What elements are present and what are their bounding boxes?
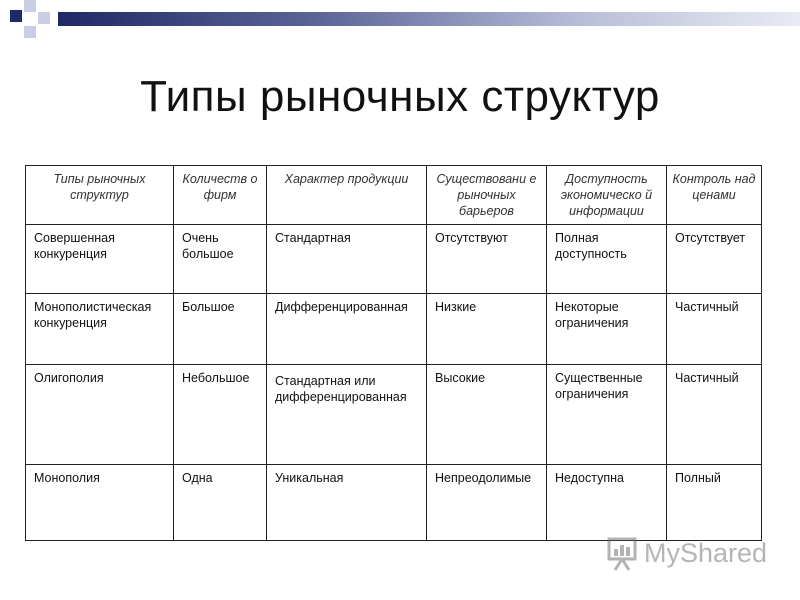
table-cell: Одна [174, 465, 267, 541]
watermark [606, 536, 786, 576]
table-header-cell: Существовани е рыночных барьеров [427, 166, 547, 225]
table-row [26, 465, 762, 541]
table-cell: Существенные ограничения [547, 365, 667, 465]
table-cell: Непреодолимые [427, 465, 547, 541]
table-cell: Полный [667, 465, 762, 541]
table-cell: Монополистическая конкуренция [26, 294, 174, 365]
table-header-cell: Типы рыночных структур [26, 166, 174, 225]
presentation-board-icon [606, 536, 640, 572]
table-cell: Небольшое [174, 365, 267, 465]
table-header-cell: Доступность экономическо й информации [547, 166, 667, 225]
table-header-row [26, 166, 762, 225]
table-cell: Очень большое [174, 225, 267, 294]
table-cell: Стандартная или дифференцированная [267, 365, 427, 465]
slide-title: Типы рыночных структур [140, 72, 660, 121]
decoration-gradient-bar [58, 12, 800, 26]
decoration-square-icon [24, 26, 36, 38]
decoration-square-icon [10, 10, 22, 22]
table-header-cell: Характер продукции [267, 166, 427, 225]
table-row [26, 225, 762, 294]
table-header-cell: Количеств о фирм [174, 166, 267, 225]
watermark-text: MyShared [644, 538, 768, 568]
table-cell: Недоступна [547, 465, 667, 541]
table-header-cell: Контроль над ценами [667, 166, 762, 225]
decoration-square-icon [24, 0, 36, 12]
table-cell: Низкие [427, 294, 547, 365]
table-cell: Совершенная конкуренция [26, 225, 174, 294]
table-cell: Большое [174, 294, 267, 365]
decoration-square-icon [38, 12, 50, 24]
table-cell: Уникальная [267, 465, 427, 541]
decoration-squares [0, 0, 60, 48]
table-cell: Отсутствуют [427, 225, 547, 294]
table-cell: Высокие [427, 365, 547, 465]
table-cell: Частичный [667, 365, 762, 465]
table-cell: Монополия [26, 465, 174, 541]
table-cell: Дифференцированная [267, 294, 427, 365]
table-row [26, 365, 762, 465]
table-cell: Отсутствует [667, 225, 762, 294]
market-structures-table [25, 165, 761, 538]
table-cell: Олигополия [26, 365, 174, 465]
table-cell: Полная доступность [547, 225, 667, 294]
table-cell: Частичный [667, 294, 762, 365]
table-row [26, 294, 762, 365]
table-cell: Некоторые ограничения [547, 294, 667, 365]
table-cell: Стандартная [267, 225, 427, 294]
